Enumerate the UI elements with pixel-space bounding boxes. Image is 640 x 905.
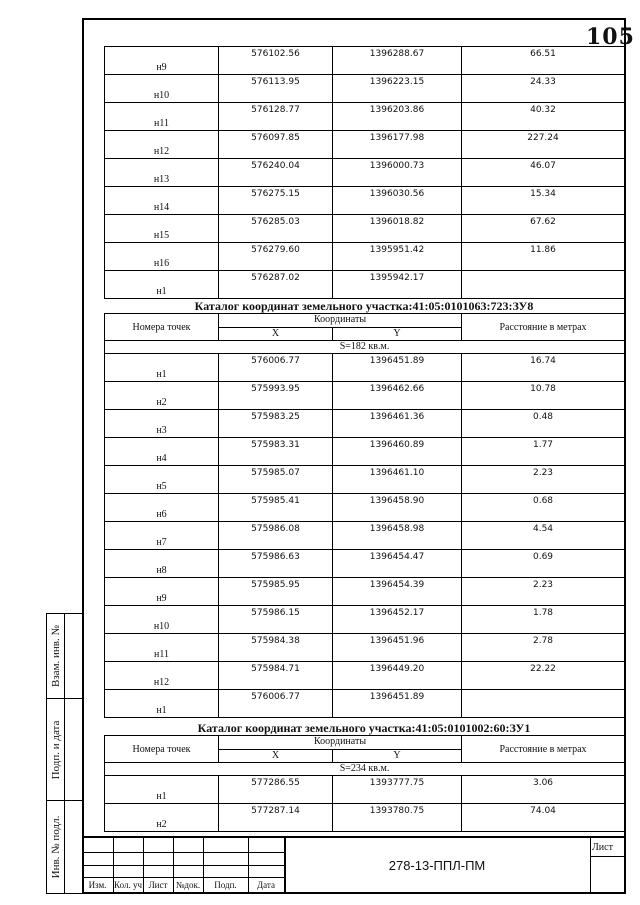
distance: 16.74 — [462, 354, 625, 382]
table-row — [105, 522, 625, 550]
y-coordinate: 1396451.89 — [333, 354, 462, 382]
table-row — [105, 578, 625, 606]
distance: 3.06 — [462, 776, 625, 804]
table-row — [105, 382, 625, 410]
point-number: н12 — [105, 131, 219, 159]
x-coordinate: 576006.77 — [219, 690, 333, 718]
stamp-col-ndok: №док. — [175, 880, 201, 890]
point-number: н16 — [105, 243, 219, 271]
x-coordinate: 575985.07 — [219, 466, 333, 494]
point-number: н3 — [105, 410, 219, 438]
point-number: н10 — [105, 75, 219, 103]
header-distance: Расстояние в метрах — [462, 736, 625, 763]
distance: 22.22 — [462, 662, 625, 690]
y-coordinate: 1396452.17 — [333, 606, 462, 634]
y-coordinate: 1396018.82 — [333, 215, 462, 243]
table-row — [105, 776, 625, 804]
table-row — [105, 47, 625, 75]
x-coordinate: 575983.31 — [219, 438, 333, 466]
y-coordinate: 1396203.86 — [333, 103, 462, 131]
x-coordinate: 576102.56 — [219, 47, 333, 75]
x-coordinate: 575984.38 — [219, 634, 333, 662]
distance: 40.32 — [462, 103, 625, 131]
distance: 74.04 — [462, 804, 625, 832]
header-x: X — [219, 327, 333, 341]
y-coordinate: 1396461.10 — [333, 466, 462, 494]
distance — [462, 690, 625, 718]
point-number: н6 — [105, 494, 219, 522]
stamp-col-data: Дата — [257, 880, 275, 890]
x-coordinate: 577286.55 — [219, 776, 333, 804]
header-y: Y — [333, 327, 462, 341]
distance: 0.48 — [462, 410, 625, 438]
point-number: н10 — [105, 606, 219, 634]
y-coordinate: 1396451.96 — [333, 634, 462, 662]
point-number: н1 — [105, 354, 219, 382]
table-row — [105, 466, 625, 494]
point-number: н11 — [105, 103, 219, 131]
stamp-col-podp: Подп. — [214, 880, 237, 890]
x-coordinate: 575993.95 — [219, 382, 333, 410]
y-coordinate: 1395942.17 — [333, 271, 462, 299]
distance: 24.33 — [462, 75, 625, 103]
y-coordinate: 1395951.42 — [333, 243, 462, 271]
document-code: 278-13-ППЛ-ПМ — [388, 858, 486, 873]
point-number: н9 — [105, 47, 219, 75]
table-row — [105, 606, 625, 634]
distance: 2.23 — [462, 578, 625, 606]
distance: 2.23 — [462, 466, 625, 494]
y-coordinate: 1396454.47 — [333, 550, 462, 578]
header-distance: Расстояние в метрах — [462, 314, 625, 341]
x-coordinate: 575986.15 — [219, 606, 333, 634]
coordinates-table-continued — [104, 46, 625, 299]
point-number: н2 — [105, 804, 219, 832]
y-coordinate: 1396458.98 — [333, 522, 462, 550]
x-coordinate: 576097.85 — [219, 131, 333, 159]
table-row — [105, 187, 625, 215]
x-coordinate: 575985.95 — [219, 578, 333, 606]
distance: 10.78 — [462, 382, 625, 410]
x-coordinate: 576240.04 — [219, 159, 333, 187]
header-x: X — [219, 749, 333, 763]
x-coordinate: 575986.08 — [219, 522, 333, 550]
x-coordinate: 575985.41 — [219, 494, 333, 522]
stamp-col-izm: Изм. — [88, 880, 107, 890]
stamp-col-list: Лист — [148, 880, 168, 890]
header-points: Номера точек — [105, 736, 219, 763]
y-coordinate: 1396458.90 — [333, 494, 462, 522]
y-coordinate: 1393780.75 — [333, 804, 462, 832]
point-number: н14 — [105, 187, 219, 215]
y-coordinate: 1396000.73 — [333, 159, 462, 187]
table-row — [105, 662, 625, 690]
table-row — [105, 243, 625, 271]
distance: 66.51 — [462, 47, 625, 75]
distance: 0.68 — [462, 494, 625, 522]
point-number: н11 — [105, 634, 219, 662]
table-row — [105, 634, 625, 662]
binding-cell-podp — [47, 699, 82, 801]
point-number: н9 — [105, 578, 219, 606]
y-coordinate: 1396030.56 — [333, 187, 462, 215]
x-coordinate: 576285.03 — [219, 215, 333, 243]
y-coordinate: 1396462.66 — [333, 382, 462, 410]
binding-label-inv: Инв. № подл. — [49, 815, 62, 879]
table-row — [105, 494, 625, 522]
x-coordinate: 577287.14 — [219, 804, 333, 832]
x-coordinate: 576006.77 — [219, 354, 333, 382]
header-points: Номера точек — [105, 314, 219, 341]
coordinates-table-zu8 — [104, 313, 625, 718]
table-row — [105, 215, 625, 243]
distance: 46.07 — [462, 159, 625, 187]
distance: 0.69 — [462, 550, 625, 578]
point-number: н13 — [105, 159, 219, 187]
title-block — [82, 836, 626, 894]
distance: 67.62 — [462, 215, 625, 243]
stamp-col-kolvo: Кол. уч — [114, 880, 142, 890]
distance: 227.24 — [462, 131, 625, 159]
x-coordinate: 575986.63 — [219, 550, 333, 578]
header-coordinates: Координаты — [219, 736, 462, 750]
distance — [462, 271, 625, 299]
point-number: н15 — [105, 215, 219, 243]
point-number: н5 — [105, 466, 219, 494]
y-coordinate: 1396449.20 — [333, 662, 462, 690]
binding-cell-inv — [47, 801, 82, 893]
y-coordinate: 1396461.36 — [333, 410, 462, 438]
point-number: н2 — [105, 382, 219, 410]
point-number: н12 — [105, 662, 219, 690]
table-row — [105, 354, 625, 382]
table-row — [105, 75, 625, 103]
area-value: S=182 кв.м. — [105, 341, 625, 354]
distance: 4.54 — [462, 522, 625, 550]
distance: 1.78 — [462, 606, 625, 634]
x-coordinate: 576128.77 — [219, 103, 333, 131]
page-number: 105 — [586, 24, 635, 50]
y-coordinate: 1396454.39 — [333, 578, 462, 606]
binding-strip — [46, 613, 82, 894]
table-row — [105, 103, 625, 131]
table-row — [105, 271, 625, 299]
area-value: S=234 кв.м. — [105, 763, 625, 776]
point-number: н1 — [105, 271, 219, 299]
distance: 1.77 — [462, 438, 625, 466]
x-coordinate: 576279.60 — [219, 243, 333, 271]
header-coordinates: Координаты — [219, 314, 462, 328]
y-coordinate: 1396288.67 — [333, 47, 462, 75]
catalog-title-zu1: Каталог координат земельного участка:41:05:0101002:60:ЗУ1 — [197, 721, 531, 735]
x-coordinate: 576287.02 — [219, 271, 333, 299]
distance: 2.78 — [462, 634, 625, 662]
point-number: н1 — [105, 776, 219, 804]
table-row — [105, 690, 625, 718]
point-number: н4 — [105, 438, 219, 466]
coordinates-table-zu1 — [104, 735, 625, 832]
table-row — [105, 804, 625, 832]
table-row — [105, 550, 625, 578]
header-y: Y — [333, 749, 462, 763]
point-number: н1 — [105, 690, 219, 718]
y-coordinate: 1396451.89 — [333, 690, 462, 718]
binding-cell-vzam — [47, 614, 82, 699]
binding-label-vzam: Взам. инв. № — [49, 625, 62, 687]
table-row — [105, 438, 625, 466]
table-row — [105, 131, 625, 159]
distance: 15.34 — [462, 187, 625, 215]
y-coordinate: 1396460.89 — [333, 438, 462, 466]
binding-label-podp: Подп. и дата — [49, 720, 62, 779]
y-coordinate: 1396177.98 — [333, 131, 462, 159]
table-row — [105, 410, 625, 438]
sheet-label: Лист — [592, 842, 613, 853]
table-row — [105, 159, 625, 187]
x-coordinate: 576113.95 — [219, 75, 333, 103]
y-coordinate: 1396223.15 — [333, 75, 462, 103]
point-number: н8 — [105, 550, 219, 578]
x-coordinate: 575984.71 — [219, 662, 333, 690]
distance: 11.86 — [462, 243, 625, 271]
x-coordinate: 576275.15 — [219, 187, 333, 215]
x-coordinate: 575983.25 — [219, 410, 333, 438]
point-number: н7 — [105, 522, 219, 550]
y-coordinate: 1393777.75 — [333, 776, 462, 804]
catalog-title-zu8: Каталог координат земельного участка:41:05:0101063:723:ЗУ8 — [194, 299, 534, 313]
